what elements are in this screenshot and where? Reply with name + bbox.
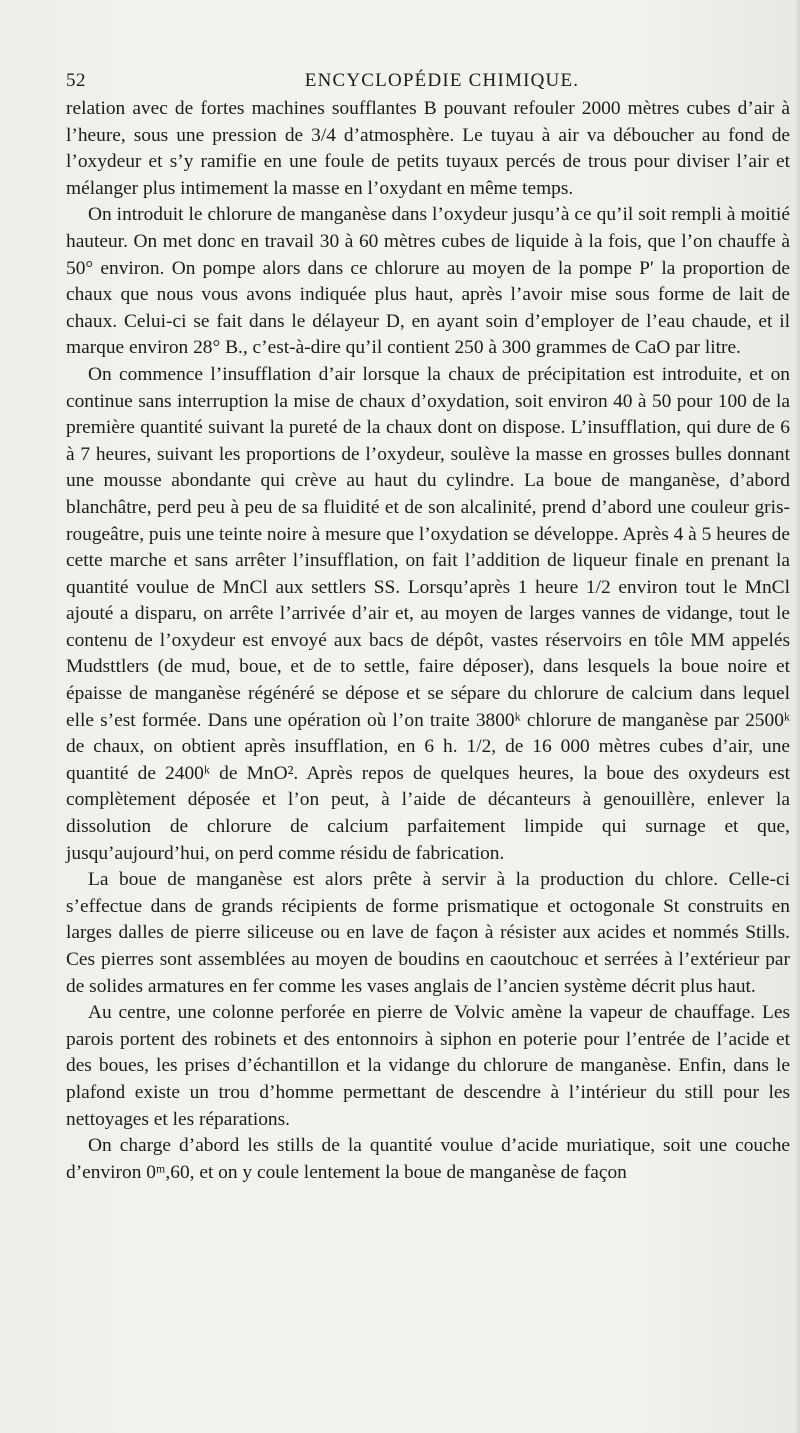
paragraph-2: On introduit le chlorure de manganèse dans l’oxydeur jusqu’à ce qu’il soit rempli à moitié hauteur. On met donc en travail 30 à 60 mètres cubes de liquide à la fois, que l’on chauffe à 50° environ. On pompe alors dans ce chlorure au moyen de la pompe P′ la proportion de chaux que nous vous avons indiquée plus haut, après l’avoir mise sous forme de lait de chaux. Celui-ci se fait dans le délayeur D, en ayant soin d’employer de l’eau chaude, et il marque environ 28° B., c’est-à-dire qu’il contient 250 à 300 grammes de CaO par litre.: [66, 204, 790, 359]
paragraph-5: Au centre, une colonne perforée en pierre de Volvic amène la vapeur de chauffage. Les parois portent des robinets et des entonnoirs à siphon en poterie pour l’entrée de l’acide et des boues, les prises d’échantillon et la vidange du chlorure de manganèse. Enfin, dans le plafond existe un trou d’homme permettant de descendre à l’intérieur du still pour les nettoyages et les réparations.: [66, 1002, 790, 1130]
body-text: [66, 96, 790, 1186]
paragraph-1: relation avec de fortes machines soufflantes B pouvant refouler 2000 mètres cubes d’air à l’heure, sous une pression de 3/4 d’atmosphère. Le tuyau à air va déboucher au fond de l’oxydeur et s’y ramifie en une foule de petits tuyaux percés de trous pour diviser l’air et mélanger plus intimement la masse en l’oxydant en même temps.: [66, 98, 790, 199]
paragraph-3: On commence l’insufflation d’air lorsque la chaux de précipitation est introduite, et on continue sans interruption la mise de chaux d’oxydation, soit environ 40 à 50 pour 100 de la première quantité suivant la pureté de la chaux dont on dispose. L’insufflation, qui dure de 6 à 7 heures, suivant les proportions de l’oxydeur, soulève la masse en grosses bulles donnant une mousse abondante qui crève au haut du cylindre. La boue de manganèse, d’abord blanchâtre, perd peu à peu de sa fluidité et de son alcalinité, prend d’abord une couleur gris-rougeâtre, puis une teinte noire à mesure que l’oxydation se développe. Après 4 à 5 heures de cette marche et sans arrêter l’insufflation, on fait l’addition de liqueur finale en prenant la quantité voulue de MnCl aux settlers SS. Lorsqu’après 1 heure 1/2 environ tout le MnCl ajouté a disparu, on arrête l’arrivée d’air et, au moyen de larges vannes de vidange, tout le contenu de l’oxydeur est envoyé aux bacs de dépôt, vastes réservoirs en tôle MM appelés Mudsttlers (de mud, boue, et de to settle, faire déposer), dans lesquels la boue noire et épaisse de manganèse régénéré se dépose et se sépare du chlorure de calcium dans lequel elle s’est formée. Dans une opération où l’on traite 3800ᵏ chlorure de manganèse par 2500ᵏ de chaux, on obtient après insufflation, en 6 h. 1/2, de 16 000 mètres cubes d’air, une quantité de 2400ᵏ de MnO². Après repos de quelques heures, la boue des oxydeurs est complètement déposée et l’on peut, à l’aide de décanteurs à genouillère, enlever la dissolution de chlorure de calcium parfaitement limpide qui surnage et que, jusqu’aujourd’hui, on perd comme résidu de fabrication.: [66, 363, 790, 864]
page-edge-shadow: [794, 0, 800, 1433]
running-title: ENCYCLOPÉDIE CHIMIQUE.: [304, 70, 580, 91]
running-header: [66, 70, 778, 94]
paragraph-6: On charge d’abord les stills de la quantité voulue d’acide muriatique, soit une couche d’environ 0ᵐ,60, et on y coule lentement la boue de manganèse de façon: [66, 1135, 790, 1183]
paragraph-4: La boue de manganèse est alors prête à servir à la production du chlore. Celle-ci s’effectue dans de grands récipients de forme prismatique et octogonale St construits en larges dalles de pierre siliceuse ou en lave de façon à résister aux acides et nommés Stills. Ces pierres sont assemblées au moyen de boudins en caoutchouc et serrées à l’extérieur par de solides armatures en fer comme les vases anglais de l’ancien système décrit plus haut.: [66, 869, 790, 997]
page-number: 52: [66, 70, 86, 91]
